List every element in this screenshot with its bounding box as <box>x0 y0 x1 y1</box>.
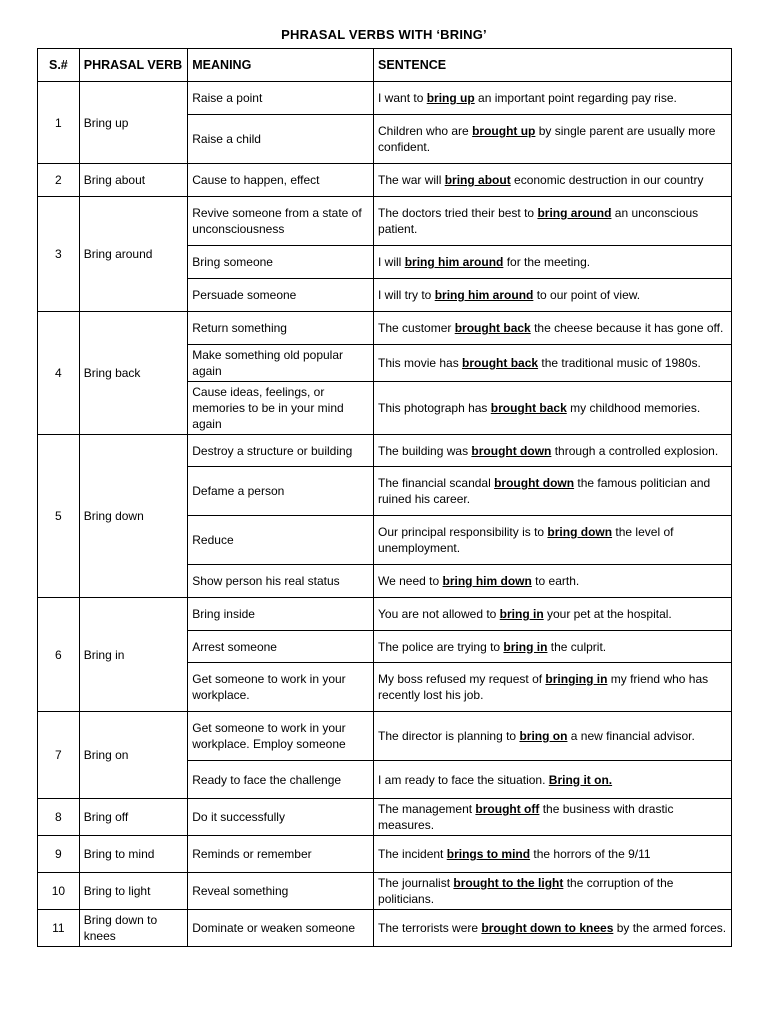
sentence-cell <box>374 435 732 467</box>
sentence-cell <box>374 467 732 516</box>
meaning-cell: Ready to face the challenge <box>188 761 374 799</box>
serial-number-cell: 10 <box>38 873 80 910</box>
sentence-text-after: by the armed forces. <box>613 921 727 935</box>
sentence-cell <box>374 197 732 246</box>
sentence-cell <box>374 565 732 598</box>
phrasal-verb-cell: Bring around <box>79 197 188 312</box>
sentence-cell <box>374 663 732 712</box>
phrasal-verb-cell: Bring down <box>79 435 188 598</box>
header-meaning: MEANING <box>188 49 374 82</box>
sentence-cell <box>374 246 732 279</box>
header-serial: S.# <box>38 49 80 82</box>
sentence-cell <box>374 598 732 631</box>
phrasal-verb-highlight: bring around <box>537 206 612 220</box>
sentence-text-before: The journalist <box>378 876 454 890</box>
serial-number-cell: 8 <box>38 799 80 836</box>
sentence-text-before: I am ready to face the situation. <box>378 772 549 787</box>
phrasal-verb-highlight: brings to mind <box>446 847 531 861</box>
sentence-text-before: You are not allowed to <box>378 607 500 621</box>
sentence-text-before: The war will <box>378 173 445 187</box>
meaning-cell: Bring inside <box>188 598 374 631</box>
meaning-cell: Return something <box>188 312 374 345</box>
meaning-cell: Show person his real status <box>188 565 374 598</box>
sentence-text-before: The terrorists were <box>378 921 482 935</box>
table-row <box>38 197 732 246</box>
phrasal-verb-highlight: brought back <box>462 356 539 370</box>
sentence-cell <box>374 799 732 836</box>
sentence-cell <box>374 873 732 910</box>
serial-number-cell: 3 <box>38 197 80 312</box>
sentence-text-before: I will <box>378 255 405 269</box>
phrasal-verb-highlight: brought to the light <box>453 876 564 890</box>
table-body <box>38 82 732 947</box>
phrasal-verb-cell: Bring down to knees <box>79 910 188 947</box>
phrasal-verb-highlight: bring about <box>444 173 511 187</box>
sentence-text-before: The customer <box>378 321 455 335</box>
sentence-text-after: through a controlled explosion. <box>551 443 719 458</box>
phrasal-verb-highlight: bring up <box>426 91 475 105</box>
serial-number-cell: 6 <box>38 598 80 712</box>
phrasal-verb-highlight: bring in <box>503 639 548 654</box>
header-phrasal-verb: PHRASAL VERB <box>79 49 188 82</box>
phrasal-verb-cell: Bring in <box>79 598 188 712</box>
table-row <box>38 799 732 836</box>
meaning-cell: Reveal something <box>188 873 374 910</box>
sentence-text-before: The director is planning to <box>378 729 520 743</box>
meaning-cell: Get someone to work in your workplace. <box>188 663 374 712</box>
sentence-cell <box>374 279 732 312</box>
meaning-cell: Cause ideas, feelings, or memories to be in your mind again <box>188 382 374 435</box>
meaning-cell: Dominate or weaken someone <box>188 910 374 947</box>
sentence-text-after: the culprit. <box>547 639 607 654</box>
sentence-text-after: a new financial advisor. <box>567 729 695 743</box>
sentence-text-before: My boss refused my request of <box>378 672 546 686</box>
sentence-text-after: the corruption of the politicians. <box>378 876 674 906</box>
phrasal-verb-highlight: brought down <box>471 443 552 458</box>
phrasal-verb-highlight: brought off <box>475 802 540 816</box>
phrasal-verb-cell: Bring up <box>79 82 188 164</box>
phrasal-verb-highlight: brought down to knees <box>481 921 614 935</box>
phrasal-verb-highlight: bring down <box>547 525 613 539</box>
meaning-cell: Reduce <box>188 516 374 565</box>
phrasal-verb-highlight: Bring it on. <box>548 772 613 787</box>
sentence-text-after: an important point regarding pay rise. <box>474 91 677 105</box>
sentence-text-after: to our point of view. <box>533 288 641 302</box>
sentence-text-before: The police are trying to <box>378 639 504 654</box>
serial-number-cell: 5 <box>38 435 80 598</box>
meaning-cell: Reminds or remember <box>188 836 374 873</box>
phrasal-verb-cell: Bring off <box>79 799 188 836</box>
sentence-text-before: I want to <box>378 91 427 105</box>
meaning-cell: Arrest someone <box>188 631 374 663</box>
document-title: PHRASAL VERBS WITH ‘BRING’ <box>281 27 487 42</box>
sentence-text-before: The incident <box>378 847 447 861</box>
sentence-cell <box>374 712 732 761</box>
phrasal-verb-highlight: brought back <box>454 321 531 335</box>
table-row <box>38 836 732 873</box>
phrasal-verb-highlight: bring on <box>519 729 568 743</box>
phrasal-verb-highlight: bringing in <box>545 672 608 686</box>
sentence-cell <box>374 312 732 345</box>
sentence-cell <box>374 516 732 565</box>
sentence-cell <box>374 910 732 947</box>
phrasal-verb-highlight: bring him around <box>404 255 504 269</box>
phrasal-verbs-table <box>37 48 732 947</box>
phrasal-verb-cell: Bring to mind <box>79 836 188 873</box>
sentence-text-before: Children who are <box>378 124 473 138</box>
sentence-text-after: for the meeting. <box>503 255 591 269</box>
sentence-text-after: your pet at the hospital. <box>543 607 672 621</box>
phrasal-verb-highlight: brought back <box>490 401 567 415</box>
sentence-text-before: Our principal responsibility is to <box>378 525 548 539</box>
meaning-cell: Bring someone <box>188 246 374 279</box>
meaning-cell: Raise a point <box>188 82 374 115</box>
serial-number-cell: 1 <box>38 82 80 164</box>
sentence-text-before: We need to <box>378 574 443 588</box>
table-row <box>38 910 732 947</box>
phrasal-verb-cell: Bring back <box>79 312 188 435</box>
sentence-text-after: my childhood memories. <box>566 401 701 415</box>
sentence-text-after: to earth. <box>531 574 580 588</box>
phrasal-verb-highlight: brought down <box>494 476 575 490</box>
sentence-cell <box>374 761 732 799</box>
meaning-cell: Raise a child <box>188 115 374 164</box>
meaning-cell: Do it successfully <box>188 799 374 836</box>
serial-number-cell: 7 <box>38 712 80 799</box>
table-row <box>38 164 732 197</box>
serial-number-cell: 4 <box>38 312 80 435</box>
phrasal-verb-highlight: bring him down <box>442 574 532 588</box>
table-header-row <box>38 49 732 82</box>
phrasal-verb-cell: Bring on <box>79 712 188 799</box>
sentence-text-before: This photograph has <box>378 401 491 415</box>
sentence-text-before: The financial scandal <box>378 476 495 490</box>
sentence-text-before: The doctors tried their best to <box>378 206 538 220</box>
sentence-cell <box>374 115 732 164</box>
sentence-text-before: I will try to <box>378 288 435 302</box>
sentence-cell <box>374 836 732 873</box>
serial-number-cell: 11 <box>38 910 80 947</box>
table-row <box>38 435 732 467</box>
sentence-text-before: This movie has <box>378 356 463 370</box>
sentence-text-before: The building was <box>378 443 472 458</box>
table-row <box>38 82 732 115</box>
sentence-text-after: the traditional music of 1980s. <box>538 356 701 370</box>
table-row <box>38 873 732 910</box>
sentence-cell <box>374 631 732 663</box>
sentence-cell <box>374 82 732 115</box>
sentence-text-after: the cheese because it has gone off. <box>530 321 724 335</box>
phrasal-verb-highlight: bring him around <box>434 288 534 302</box>
meaning-cell: Revive someone from a state of unconsciousness <box>188 197 374 246</box>
meaning-cell: Make something old popular again <box>188 345 374 382</box>
phrasal-verb-highlight: brought up <box>472 124 536 138</box>
meaning-cell: Destroy a structure or building <box>188 435 374 467</box>
header-sentence: SENTENCE <box>374 49 732 82</box>
meaning-cell: Cause to happen, effect <box>188 164 374 197</box>
meaning-cell: Persuade someone <box>188 279 374 312</box>
meaning-cell: Defame a person <box>188 467 374 516</box>
sentence-text-after: an unconscious patient. <box>378 206 699 236</box>
meaning-cell: Get someone to work in your workplace. Employ someone <box>188 712 374 761</box>
sentence-cell <box>374 345 732 382</box>
sentence-text-after: the horrors of the 9/11 <box>530 847 651 861</box>
sentence-text-before: The management <box>378 802 476 816</box>
sentence-text-after: economic destruction in our country <box>510 173 704 187</box>
phrasal-verb-highlight: bring in <box>499 607 544 621</box>
sentence-cell <box>374 382 732 435</box>
phrasal-verb-cell: Bring to light <box>79 873 188 910</box>
serial-number-cell: 2 <box>38 164 80 197</box>
table-row <box>38 598 732 631</box>
sentence-cell <box>374 164 732 197</box>
serial-number-cell: 9 <box>38 836 80 873</box>
sentence-text-after: the business with drastic measures. <box>378 802 674 832</box>
table-row <box>38 312 732 345</box>
sentence-text-after: the famous politician and ruined his career. <box>378 476 711 506</box>
phrasal-verb-cell: Bring about <box>79 164 188 197</box>
sentence-text-after: by single parent are usually more confident. <box>378 124 716 154</box>
sentence-text-after: the level of unemployment. <box>378 525 674 555</box>
sentence-text-after: my friend who has recently lost his job. <box>378 672 709 702</box>
table-row <box>38 712 732 761</box>
